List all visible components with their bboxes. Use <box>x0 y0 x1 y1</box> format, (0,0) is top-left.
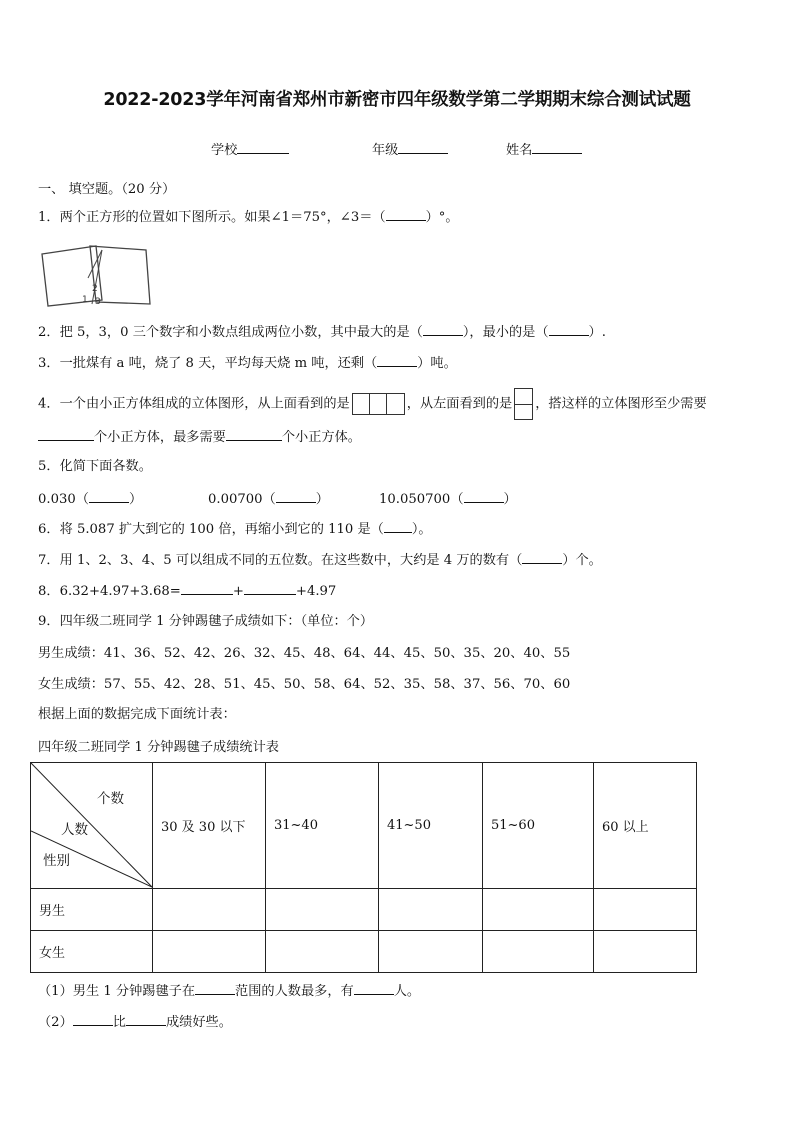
q8-blank-2[interactable] <box>244 581 296 595</box>
cell-girls-5[interactable] <box>594 931 697 973</box>
cell-boys-5[interactable] <box>594 889 697 931</box>
q4-text-left: ，从左面看到的是 <box>406 396 513 412</box>
cell-boys-2[interactable] <box>266 889 379 931</box>
school-field <box>211 140 289 160</box>
question-9: 9．四年级二班同学 1 分钟踢毽子成绩如下：（单位：个） <box>38 614 374 629</box>
sub2-text: （2） <box>38 1015 73 1030</box>
grade-field <box>372 140 448 160</box>
sub-question-2 <box>38 1012 232 1032</box>
col-header-5: 60 以上 <box>594 763 697 889</box>
q5-blank-1[interactable] <box>89 489 129 503</box>
q4-text: 4．一个由小正方体组成的立体图形，从上面看到的是 <box>38 396 350 412</box>
name-field <box>506 140 582 160</box>
col-header-4: 51~60 <box>483 763 594 889</box>
q1-blank[interactable] <box>386 207 426 221</box>
squares-figure <box>40 244 152 308</box>
sub2-blank-2[interactable] <box>126 1012 166 1026</box>
sub1-text: （1）男生 1 分钟踢毽子在 <box>38 984 196 999</box>
boys-scores: 男生成绩：41、36、52、42、26、32、45、48、64、44、45、50、35、20、40、55 <box>38 646 571 661</box>
sub2-blank-1[interactable] <box>73 1012 113 1026</box>
q6-text: 6．将 5.087 扩大到它的 100 倍，再缩小到它的 110 是（ <box>38 522 384 537</box>
q8-text: 8．6.32+4.97+3.68= <box>38 584 181 599</box>
q5-close-3: ） <box>503 492 517 507</box>
row-label-girls: 女生 <box>31 931 153 973</box>
sub-question-1 <box>38 981 420 1001</box>
question-3 <box>38 353 457 373</box>
angle-label-3: 3 <box>95 297 101 307</box>
q4-text-max: 个小正方体，最多需要 <box>94 430 226 445</box>
cell-boys-1[interactable] <box>153 889 266 931</box>
left-view-icon <box>514 388 533 420</box>
girls-scores: 女生成绩：57、55、42、28、51、45、50、58、64、52、35、58、37、56、70、60 <box>38 677 571 692</box>
diagonal-lines <box>31 763 152 889</box>
section-heading: 一、 填空题。（20 分） <box>38 182 176 197</box>
question-8 <box>38 581 336 601</box>
question-2 <box>38 322 606 342</box>
q2-text: 2．把 5，3，0 三个数字和小数点组成两位小数，其中最大的是（ <box>38 325 423 340</box>
cell-boys-4[interactable] <box>483 889 594 931</box>
diag-label-gender: 性别 <box>43 853 70 869</box>
row-label-boys: 男生 <box>31 889 153 931</box>
sub1-blank-count[interactable] <box>354 981 394 995</box>
top-view-icon <box>352 393 405 415</box>
question-7 <box>38 550 602 570</box>
cell-girls-4[interactable] <box>483 931 594 973</box>
q5-item-1-text: 0.030（ <box>38 492 89 507</box>
name-label: 姓名 <box>506 143 533 158</box>
q5-blank-2[interactable] <box>276 489 316 503</box>
score-stat-table <box>30 762 697 973</box>
q4-blank-max[interactable] <box>226 427 282 441</box>
sub1-blank-range[interactable] <box>195 981 235 995</box>
q8-blank-1[interactable] <box>181 581 233 595</box>
name-blank[interactable] <box>532 140 582 154</box>
q5-item-1 <box>38 489 142 509</box>
table-row <box>31 889 697 931</box>
sub2-text-end: 成绩好些。 <box>165 1015 232 1030</box>
question-5: 5．化简下面各数。 <box>38 459 152 474</box>
q1-text-end: ）°。 <box>425 210 459 225</box>
col-header-1: 30 及 30 以下 <box>153 763 266 889</box>
q5-item-3-text: 10.050700（ <box>379 492 464 507</box>
cell-girls-3[interactable] <box>379 931 483 973</box>
q7-text-end: ）个。 <box>562 553 602 568</box>
cell-girls-2[interactable] <box>266 931 379 973</box>
q6-text-end: ）。 <box>411 522 432 537</box>
q5-close-2: ） <box>315 492 329 507</box>
q5-item-3 <box>379 489 517 509</box>
q5-close-1: ） <box>128 492 143 507</box>
col-header-3: 41~50 <box>379 763 483 889</box>
angle-label-2: 2 <box>92 284 98 294</box>
grade-label: 年级 <box>372 143 399 158</box>
q5-item-2 <box>208 489 329 509</box>
q7-blank[interactable] <box>522 550 562 564</box>
diag-label-count: 个数 <box>97 791 124 807</box>
q3-blank[interactable] <box>377 353 417 367</box>
q4-blank-min[interactable] <box>38 427 94 441</box>
page-title: 2022-2023学年河南省郑州市新密市四年级数学第二学期期末综合测试试题 <box>103 90 691 110</box>
q2-blank-max[interactable] <box>423 322 463 336</box>
sub1-text-mid: 范围的人数最多，有 <box>235 984 354 999</box>
sub2-text-mid: 比 <box>112 1015 126 1030</box>
q4-text-end: 个小正方体。 <box>281 430 361 445</box>
cell-girls-1[interactable] <box>153 931 266 973</box>
table-row <box>31 931 697 973</box>
q6-blank[interactable] <box>384 519 412 533</box>
diagonal-header-cell <box>31 763 153 889</box>
angle-label-1: 1 <box>82 295 88 305</box>
grade-blank[interactable] <box>398 140 448 154</box>
q8-plus: + <box>232 584 244 599</box>
q1-text: 1．两个正方形的位置如下图所示。如果∠1＝75°，∠3＝（ <box>38 210 386 225</box>
q3-text-end: ）吨。 <box>417 356 457 371</box>
sub1-text-end: 人。 <box>393 984 421 999</box>
school-label: 学校 <box>211 143 238 158</box>
diag-label-people: 人数 <box>61 822 88 838</box>
table-title: 四年级二班同学 1 分钟踢毽子成绩统计表 <box>38 740 279 755</box>
q3-text: 3．一批煤有 a 吨，烧了 8 天，平均每天烧 m 吨，还剩（ <box>38 356 378 371</box>
question-1 <box>38 207 459 227</box>
cell-boys-3[interactable] <box>379 889 483 931</box>
q8-text-end: +4.97 <box>295 584 337 599</box>
question-4-line2 <box>38 427 361 447</box>
question-4 <box>38 388 707 420</box>
q7-text: 7．用 1、2、3、4、5 可以组成不同的五位数。在这些数中，大约是 4 万的数有（ <box>38 553 523 568</box>
school-blank[interactable] <box>237 140 289 154</box>
q5-item-2-text: 0.00700（ <box>208 492 276 507</box>
q4-text-min: ，搭这样的立体图形至少需要 <box>535 396 707 412</box>
question-6 <box>38 519 432 539</box>
q5-blank-3[interactable] <box>464 489 504 503</box>
col-header-2: 31~40 <box>266 763 379 889</box>
q2-blank-min[interactable] <box>549 322 589 336</box>
table-instruction: 根据上面的数据完成下面统计表： <box>38 707 236 722</box>
q2-text-end: ）. <box>588 325 606 340</box>
q2-text-mid: ），最小的是（ <box>462 325 549 340</box>
table-header-row <box>31 763 697 889</box>
